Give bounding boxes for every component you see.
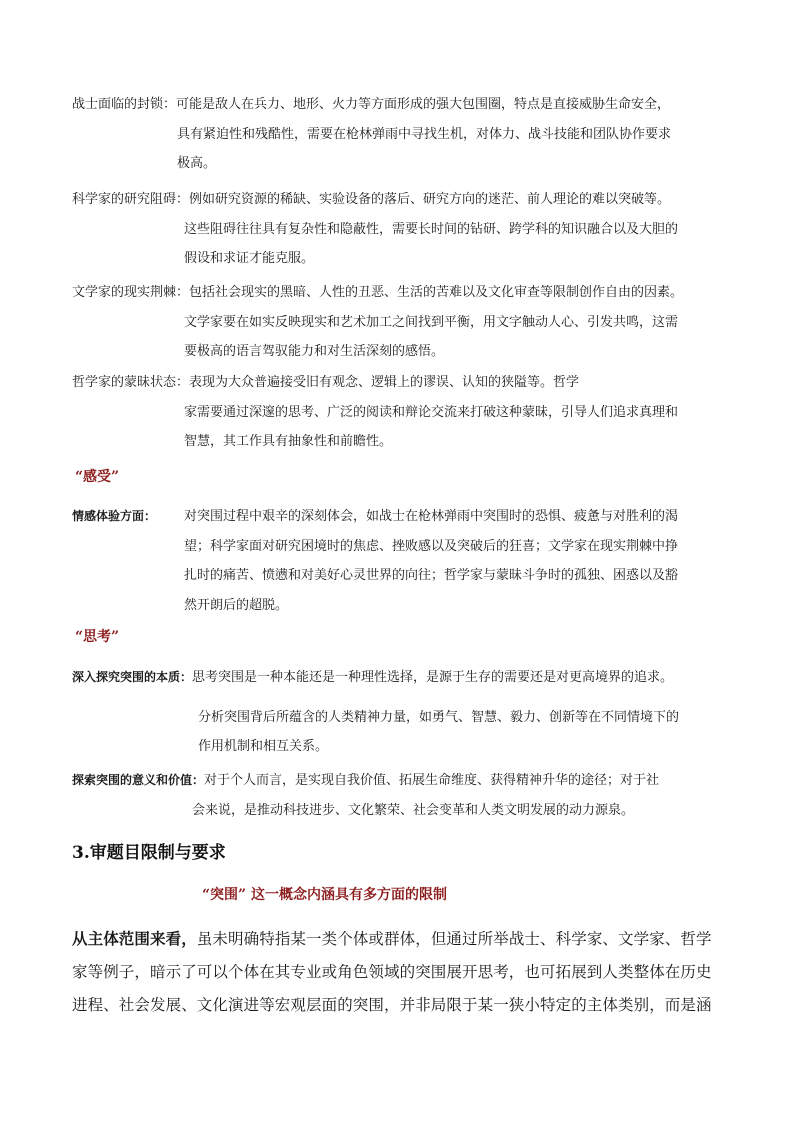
paragraph-text: 虽未明确特指某一类个体或群体，但通过所举战士、科学家、文学家、哲学 xyxy=(196,930,712,948)
entry-text: 家需要通过深邃的思考、广泛的阅读和辩论交流来打破这种蒙昧，引导人们追求真理和 xyxy=(184,404,679,420)
entry-text: 极高。 xyxy=(177,156,217,171)
entry-first-line xyxy=(72,90,724,120)
entry-text: 假设和求证才能克服。 xyxy=(184,251,315,266)
entry-writer xyxy=(72,278,724,367)
entry-text: 分析突围背后所蕴含的人类精神力量，如勇气、智慧、毅力、创新等在不同情境下的 xyxy=(198,709,680,725)
entry-explore-meaning xyxy=(72,766,724,825)
entry-text: 例如研究资源的稀缺、实验设备的落后、研究方向的迷茫、前人理论的难以突破等。 xyxy=(189,192,671,207)
entry-text: 思考突围是一种本能还是一种理性选择，是源于生存的需要还是对更高境界的追求。 xyxy=(192,670,674,685)
entry-label: 深入探究突围的本质： xyxy=(72,670,193,684)
entry-label: 科学家的研究阻碍： xyxy=(72,192,190,207)
entry-text: 表现为大众普遍接受旧有观念、逻辑上的谬误、认知的狭隘等。哲学 xyxy=(189,375,580,390)
entry-text: 文学家要在如实反映现实和艺术加工之间找到平衡，用文字触动人心、引发共鸣，这需 xyxy=(184,314,679,330)
entry-scientist xyxy=(72,185,724,274)
entry-text: 智慧，其工作具有抽象性和前瞻性。 xyxy=(184,434,393,449)
entry-soldier xyxy=(72,90,724,179)
entry-text: 会来说，是推动科技进步、文化繁荣、社会变革和人类文明发展的动力源泉。 xyxy=(192,802,635,818)
entry-text: 对于个人而言，是实现自我价值、拓展生命维度、获得精神升华的途径；对于社 xyxy=(204,773,660,788)
section-title: 3.审题目限制与要求 xyxy=(72,843,226,863)
entry-philosopher xyxy=(72,368,724,457)
heading-feel: “感受” xyxy=(75,469,120,485)
entry-label: 探索突围的意义和价值： xyxy=(72,773,205,787)
entry-label: 情感体验方面： xyxy=(72,509,157,523)
paragraph-text: 家等例子，暗示了可以个体在其专业或角色领域的突围展开思考，也可拓展到人类整体在历史 xyxy=(72,963,712,981)
entry-text: 要极高的语言驾驭能力和对生活深刻的感悟。 xyxy=(184,344,445,359)
entry-text: 然开朗后的超脱。 xyxy=(184,597,289,613)
entry-text: 这些阻碍往往具有复杂性和隐蔽性，需要长时间的钻研、跨学科的知识融合以及大胆的 xyxy=(184,221,679,237)
paragraph-text: 进程、社会发展、文化演进等宏观层面的突围，并非局限于某一狭小特定的主体类别，而是涵 xyxy=(72,996,712,1014)
heading-think: “思考” xyxy=(75,629,120,645)
entry-text: 扎时的痛苦、愤懑和对美好心灵世界的向往；哲学家与蒙昧斗争时的孤独、困惑以及豁 xyxy=(184,568,679,583)
paragraph-lead: 从主体范围来看， xyxy=(72,930,197,948)
entry-text: 望；科学家面对研究困境时的焦虑、挫败感以及突破后的狂喜；文学家在现实荆棘中挣 xyxy=(184,538,679,554)
entry-text: 具有紧迫性和残酷性，需要在枪林弹雨中寻找生机，对体力、战斗技能和团队协作要求 xyxy=(177,126,672,142)
entry-label: 文学家的现实荆棘： xyxy=(72,285,190,300)
entry-text: 可能是敌人在兵力、地形、火力等方面形成的强大包围圈，特点是直接威胁生命安全， xyxy=(176,97,671,112)
entry-explore-essence xyxy=(72,663,724,762)
entry-text: 作用机制和相互关系。 xyxy=(198,739,329,754)
entry-text: 包括社会现实的黑暗、人性的丑恶、生活的苦难以及文化审查等限制创作自由的因素。 xyxy=(189,285,684,300)
entry-label: 哲学家的蒙昧状态： xyxy=(72,375,190,390)
entry-text: 对突围过程中艰辛的深刻体会，如战士在枪林弹雨中突围时的恐惧、疲惫与对胜利的渴 xyxy=(184,509,679,524)
entry-emotional-experience xyxy=(72,502,724,620)
entry-label: 战士面临的封锁： xyxy=(72,97,177,112)
section-subtitle: “突围” 这一概念内涵具有多方面的限制 xyxy=(202,887,447,903)
body-paragraph xyxy=(72,923,724,1022)
